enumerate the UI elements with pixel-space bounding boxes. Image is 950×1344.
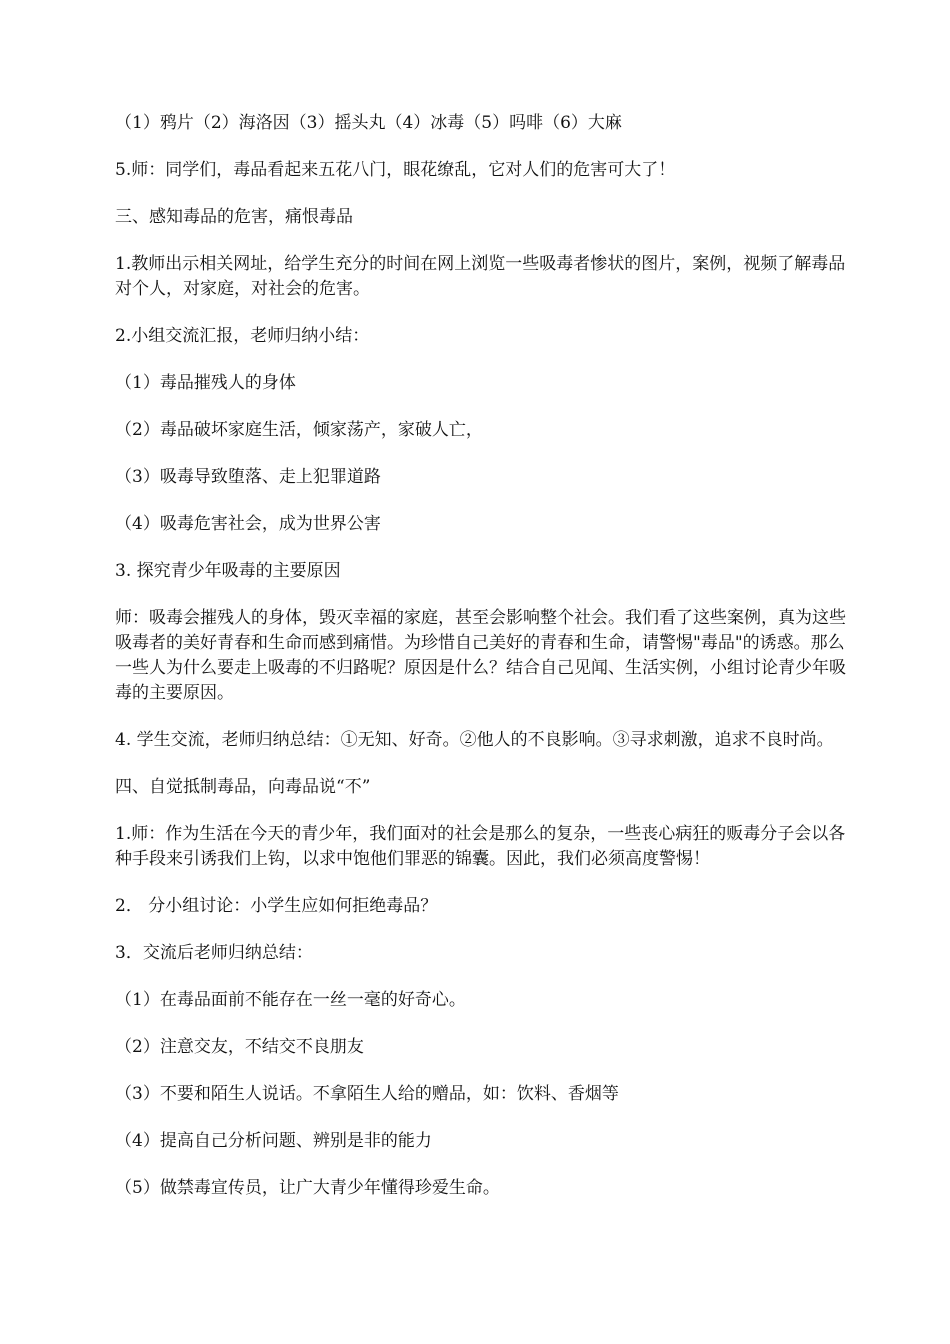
section4-step-3: 3．交流后老师归纳总结： bbox=[115, 943, 313, 963]
refusal-item-5: （5）做禁毒宣传员，让广大青少年懂得珍爱生命。 bbox=[115, 1178, 500, 1198]
harm-item-2: （2）毒品破坏家庭生活，倾家荡产，家破人亡， bbox=[115, 420, 483, 440]
drug-types-list: （1）鸦片（2）海洛因（3）摇头丸（4）冰毒（5）吗啡（6）大麻 bbox=[115, 113, 622, 133]
harm-item-3: （3）吸毒导致堕落、走上犯罪道路 bbox=[115, 467, 381, 487]
document-body bbox=[115, 111, 850, 1223]
refusal-item-4: （4）提高自己分析问题、辨别是非的能力 bbox=[115, 1131, 432, 1151]
teacher-discussion-paragraph: 师：吸毒会摧残人的身体，毁灭幸福的家庭，甚至会影响整个社会。我们看了这些案例，真为这些吸毒者的美好青春和生命而感到痛惜。为珍惜自己美好的青春和生命，请警惕"毒品"的诱惑。那么一些人为什么要走上吸毒的不归路呢？原因是什么？结合自己见闻、生活实例，小组讨论青少年吸毒的主要原因。 bbox=[115, 608, 846, 703]
refusal-item-2: （2）注意交友，不结交不良朋友 bbox=[115, 1037, 364, 1057]
refusal-item-1: （1）在毒品面前不能存在一丝一毫的好奇心。 bbox=[115, 990, 466, 1010]
section4-step-2: 2． 分小组讨论：小学生应如何拒绝毒品？ bbox=[115, 896, 438, 916]
refusal-item-3: （3）不要和陌生人说话。不拿陌生人给的赠品，如：饮料、香烟等 bbox=[115, 1084, 619, 1104]
section3-step-4: 4. 学生交流，老师归纳总结：①无知、好奇。②他人的不良影响。③寻求刺激，追求不良时尚。 bbox=[115, 730, 834, 750]
harm-item-1: （1）毒品摧残人的身体 bbox=[115, 373, 296, 393]
section3-step-3: 3. 探究青少年吸毒的主要原因 bbox=[115, 561, 341, 581]
section-heading-3: 三、感知毒品的危害，痛恨毒品 bbox=[115, 207, 353, 227]
section4-step-1: 1.师：作为生活在今天的青少年，我们面对的社会是那么的复杂，一些丧心病狂的贩毒分子会以各种手段来引诱我们上钩，以求中饱他们罪恶的锦囊。因此，我们必须高度警惕！ bbox=[115, 824, 846, 869]
teacher-remark-5: 5.师：同学们，毒品看起来五花八门，眼花缭乱，它对人们的危害可大了！ bbox=[115, 160, 676, 180]
harm-item-4: （4）吸毒危害社会，成为世界公害 bbox=[115, 514, 381, 534]
section3-step-2: 2.小组交流汇报，老师归纳小结： bbox=[115, 326, 370, 346]
section-heading-4: 四、自觉抵制毒品，向毒品说“不” bbox=[115, 777, 371, 797]
section3-step-1: 1.教师出示相关网址，给学生充分的时间在网上浏览一些吸毒者惨状的图片，案例，视频了解毒品对个人，对家庭，对社会的危害。 bbox=[115, 254, 846, 299]
